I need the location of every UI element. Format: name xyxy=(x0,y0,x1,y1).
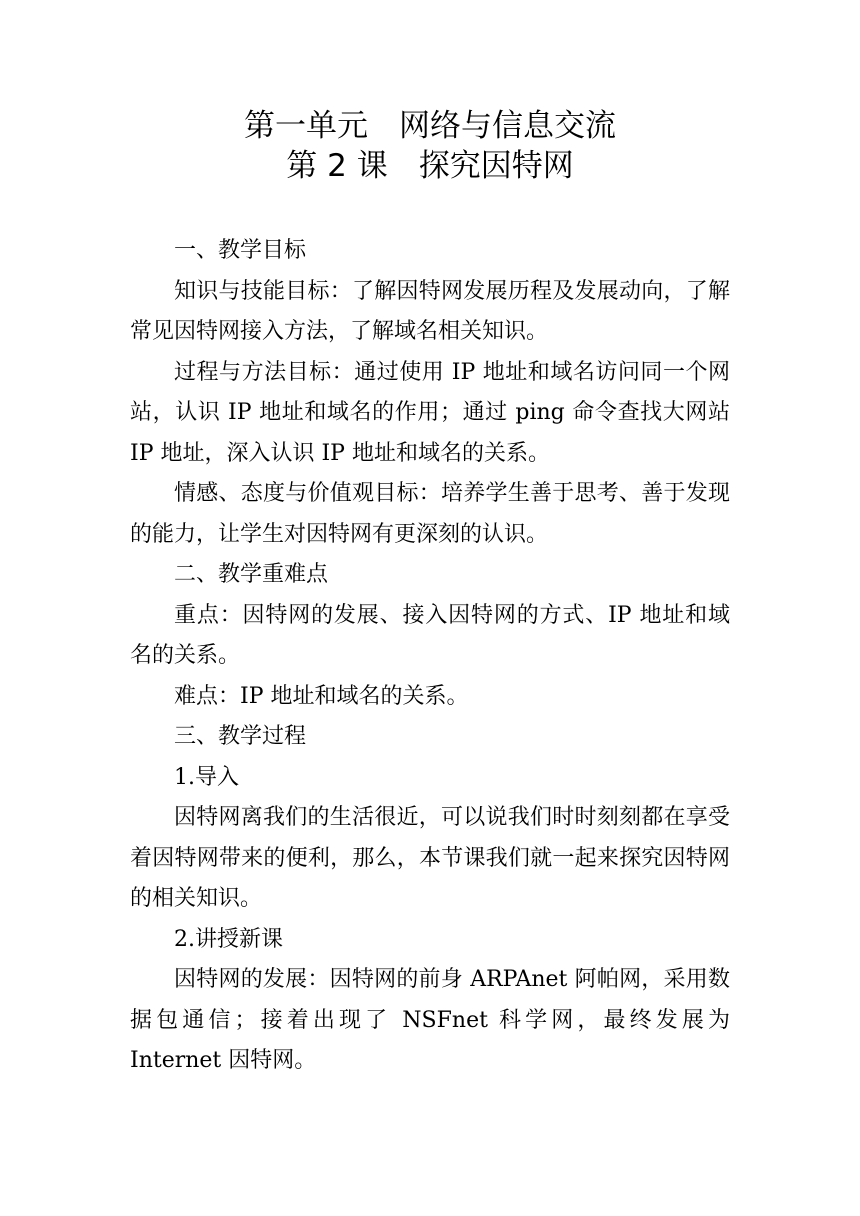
paragraph-emotion-goal: 情感、态度与价值观目标：培养学生善于思考、善于发现的能力，让学生对因特网有更深刻的认识。 xyxy=(130,481,730,547)
section-heading-process: 三、教学过程 xyxy=(174,724,307,749)
section-heading-objectives: 一、教学目标 xyxy=(174,238,307,263)
paragraph-introduction: 因特网离我们的生活很近，可以说我们时时刻刻都在享受着因特网带来的便利，那么，本节课我们就一起来探究因特网的相关知识。 xyxy=(130,805,730,911)
unit-title: 第一单元 网络与信息交流 xyxy=(244,108,616,144)
paragraph-key-point: 重点：因特网的发展、接入因特网的方式、IP 地址和域名的关系。 xyxy=(130,602,730,668)
subheading-new-lesson: 2.讲授新课 xyxy=(174,926,283,952)
paragraph-difficult-point: 难点：IP 地址和域名的关系。 xyxy=(174,683,469,709)
paragraph-process-goal: 过程与方法目标：通过使用 IP 地址和域名访问同一个网站，认识 IP 地址和域名的作用；通过 ping 命令查找大网站 IP 地址，深入认识 IP 地址和域名的关系。 xyxy=(130,359,730,466)
lesson-title: 第 2 课 探究因特网 xyxy=(286,148,574,184)
paragraph-knowledge-goal: 知识与技能目标：了解因特网发展历程及发展动向，了解常见因特网接入方法，了解域名相关知识。 xyxy=(130,278,730,344)
subheading-introduction: 1.导入 xyxy=(174,764,239,790)
section-heading-key-points: 二、教学重难点 xyxy=(174,562,329,587)
paragraph-internet-development: 因特网的发展：因特网的前身 ARPAnet 阿帕网，采用数据包通信；接着出现了 NSFnet 科学网，最终发展为 Internet 因特网。 xyxy=(130,967,730,1073)
document-body xyxy=(130,231,730,1082)
